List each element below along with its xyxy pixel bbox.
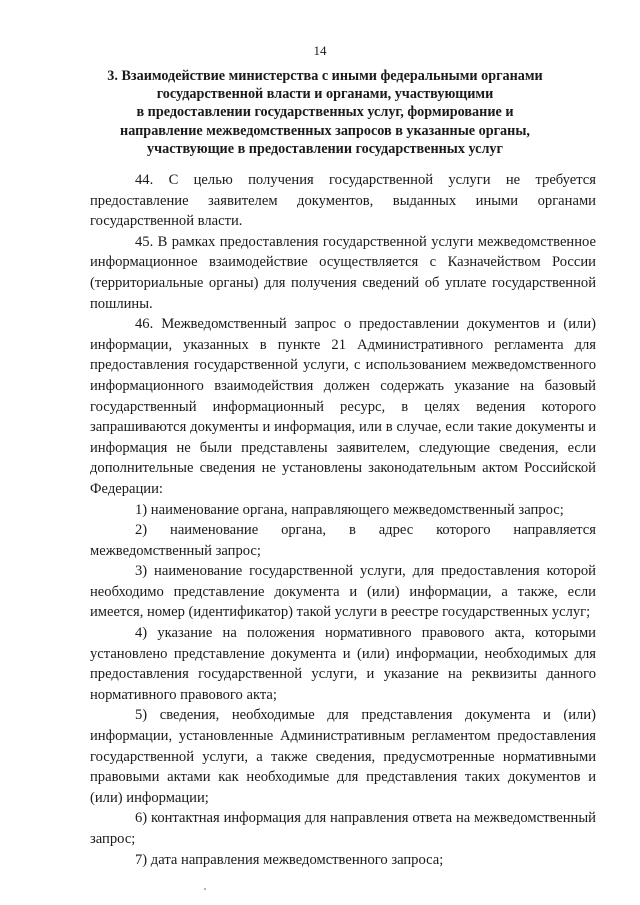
list-item-1: 1) наименование органа, направляющего межведомственный запрос; xyxy=(135,501,564,518)
heading-line: 3. Взаимодействие министерства с иными федеральными органами xyxy=(107,68,543,84)
heading-line: участвующие в предоставлении государственных услуг xyxy=(147,140,503,157)
list-item-2: 2) наименование органа, в адрес которого направляется межведомственный запрос; xyxy=(90,522,596,559)
list-item-6: 6) контактная информация для направления ответа на межведомственный запрос; xyxy=(90,810,596,847)
paragraph-46: 46. Межведомственный запрос о предоставлении документов и (или) информации, указанных в пункте 21 Административного регламента для предоставления государственной услуги, с использованием межведомственного информационного взаимодействия должен содержать указание на базовый государственный информационный ресурс, в целях ведения которого запрашиваются документы и информация, или в случае, если такие документы и информация не были представлены заявителем, следующие сведения, если дополнительные сведения не установлены законодательным актом Российской Федерации: xyxy=(90,316,596,497)
paragraph-45: 45. В рамках предоставления государственной услуги межведомственное информационное взаимодействие осуществляется с Казначейством России (территориальные органы) для получения сведений об уплате государственной пошлины. xyxy=(90,233,596,312)
heading-line: направление межведомственных запросов в указанные органы, xyxy=(120,122,530,139)
page-number: 14 xyxy=(313,43,327,58)
heading-line: государственной власти и органами, участвующими xyxy=(156,86,494,103)
list-item-7: 7) дата направления межведомственного запроса; xyxy=(135,851,444,868)
list-item-4: 4) указание на положения нормативного правового акта, которыми установлено представление документа и (или) информации, необходимых для предоставления государственной услуги, и указание на реквизиты данного нормативного правового акта; xyxy=(90,625,596,703)
scan-speck xyxy=(204,888,206,890)
list-item-3: 3) наименование государственной услуги, для предоставления которой необходимо представление документа и (или) информации, а также, если имеется, номер (идентификатор) такой услуги в реестре государственных услуг; xyxy=(90,563,596,621)
heading-line: в предоставлении государственных услуг, формирование и xyxy=(136,104,514,121)
section-heading xyxy=(90,67,560,158)
paragraph-44: 44. С целью получения государственной услуги не требуется предоставление заявителем документов, выданных иными органами государственной власти. xyxy=(90,172,596,230)
document-body xyxy=(90,170,596,870)
list-item-5: 5) сведения, необходимые для представления документа и (или) информации, установленные Административным регламентом предоставления государственной услуги, а также сведения, предусмотренные нормативными правовыми актами как необходимые для представления таких документов и (или) информации; xyxy=(90,707,596,806)
